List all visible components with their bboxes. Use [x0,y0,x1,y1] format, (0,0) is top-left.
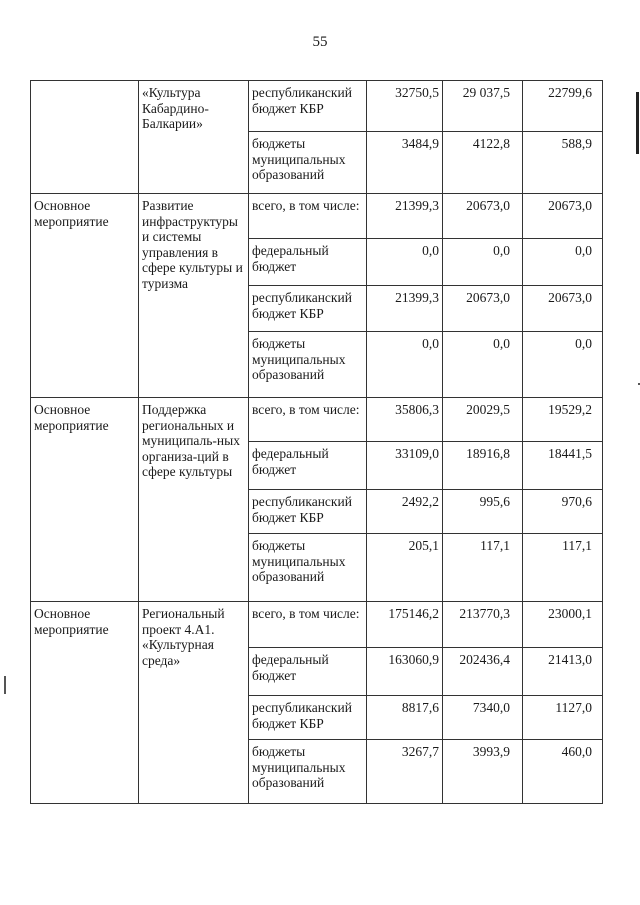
activity-type-cell [31,81,139,194]
value-cell: 2492,2 [367,490,443,534]
value-cell: 20029,5 [443,398,523,442]
value-cell: 202436,4 [443,648,523,696]
funding-source-cell: федеральный бюджет [249,239,367,286]
funding-source-cell: всего, в том числе: [249,602,367,648]
value-cell: 22799,6 [523,81,603,132]
value-cell: 163060,9 [367,648,443,696]
value-cell: 18441,5 [523,442,603,490]
value-cell: 117,1 [523,534,603,602]
activity-name-cell: Региональный проект 4.A1. «Культурная среда» [139,602,249,804]
table-row [31,81,603,132]
value-cell: 35806,3 [367,398,443,442]
activity-name-cell: Поддержка региональных и муниципаль-ных организа-ций в сфере культуры [139,398,249,602]
value-cell: 33109,0 [367,442,443,490]
value-cell: 0,0 [523,332,603,398]
value-cell: 20673,0 [523,286,603,332]
value-cell: 32750,5 [367,81,443,132]
value-cell: 20673,0 [523,194,603,239]
value-cell: 20673,0 [443,194,523,239]
value-cell: 8817,6 [367,696,443,740]
value-cell: 21399,3 [367,286,443,332]
value-cell: 205,1 [367,534,443,602]
value-cell: 0,0 [367,332,443,398]
value-cell: 1127,0 [523,696,603,740]
scan-speck [4,676,6,694]
value-cell: 3993,9 [443,740,523,804]
activity-type-cell: Основное мероприятие [31,194,139,398]
value-cell: 0,0 [523,239,603,286]
funding-source-cell: бюджеты муниципальных образований [249,332,367,398]
value-cell: 21399,3 [367,194,443,239]
funding-source-cell: бюджеты муниципальных образований [249,740,367,804]
value-cell: 3484,9 [367,132,443,194]
value-cell: 19529,2 [523,398,603,442]
scan-edge-mark [636,92,639,154]
table-row [31,194,603,239]
value-cell: 4122,8 [443,132,523,194]
value-cell: 7340,0 [443,696,523,740]
value-cell: 0,0 [443,332,523,398]
activity-type-cell: Основное мероприятие [31,602,139,804]
value-cell: 23000,1 [523,602,603,648]
value-cell: 460,0 [523,740,603,804]
funding-source-cell: всего, в том числе: [249,398,367,442]
funding-source-cell: федеральный бюджет [249,648,367,696]
value-cell: 29 037,5 [443,81,523,132]
funding-source-cell: бюджеты муниципальных образований [249,132,367,194]
funding-source-cell: всего, в том числе: [249,194,367,239]
value-cell: 117,1 [443,534,523,602]
value-cell: 213770,3 [443,602,523,648]
funding-source-cell: бюджеты муниципальных образований [249,534,367,602]
budget-table [30,80,603,804]
funding-source-cell: республиканский бюджет КБР [249,696,367,740]
activity-type-cell: Основное мероприятие [31,398,139,602]
value-cell: 20673,0 [443,286,523,332]
funding-source-cell: республиканский бюджет КБР [249,286,367,332]
table-row [31,602,603,648]
page-number: 55 [312,34,328,50]
value-cell: 18916,8 [443,442,523,490]
value-cell: 0,0 [367,239,443,286]
value-cell: 588,9 [523,132,603,194]
value-cell: 0,0 [443,239,523,286]
table-row [31,398,603,442]
value-cell: 21413,0 [523,648,603,696]
value-cell: 3267,7 [367,740,443,804]
funding-source-cell: республиканский бюджет КБР [249,81,367,132]
activity-name-cell: «Культура Кабардино-Балкарии» [139,81,249,194]
activity-name-cell: Развитие инфраструктуры и системы управления в сфере культуры и туризма [139,194,249,398]
value-cell: 175146,2 [367,602,443,648]
funding-source-cell: республиканский бюджет КБР [249,490,367,534]
value-cell: 995,6 [443,490,523,534]
funding-source-cell: федеральный бюджет [249,442,367,490]
value-cell: 970,6 [523,490,603,534]
